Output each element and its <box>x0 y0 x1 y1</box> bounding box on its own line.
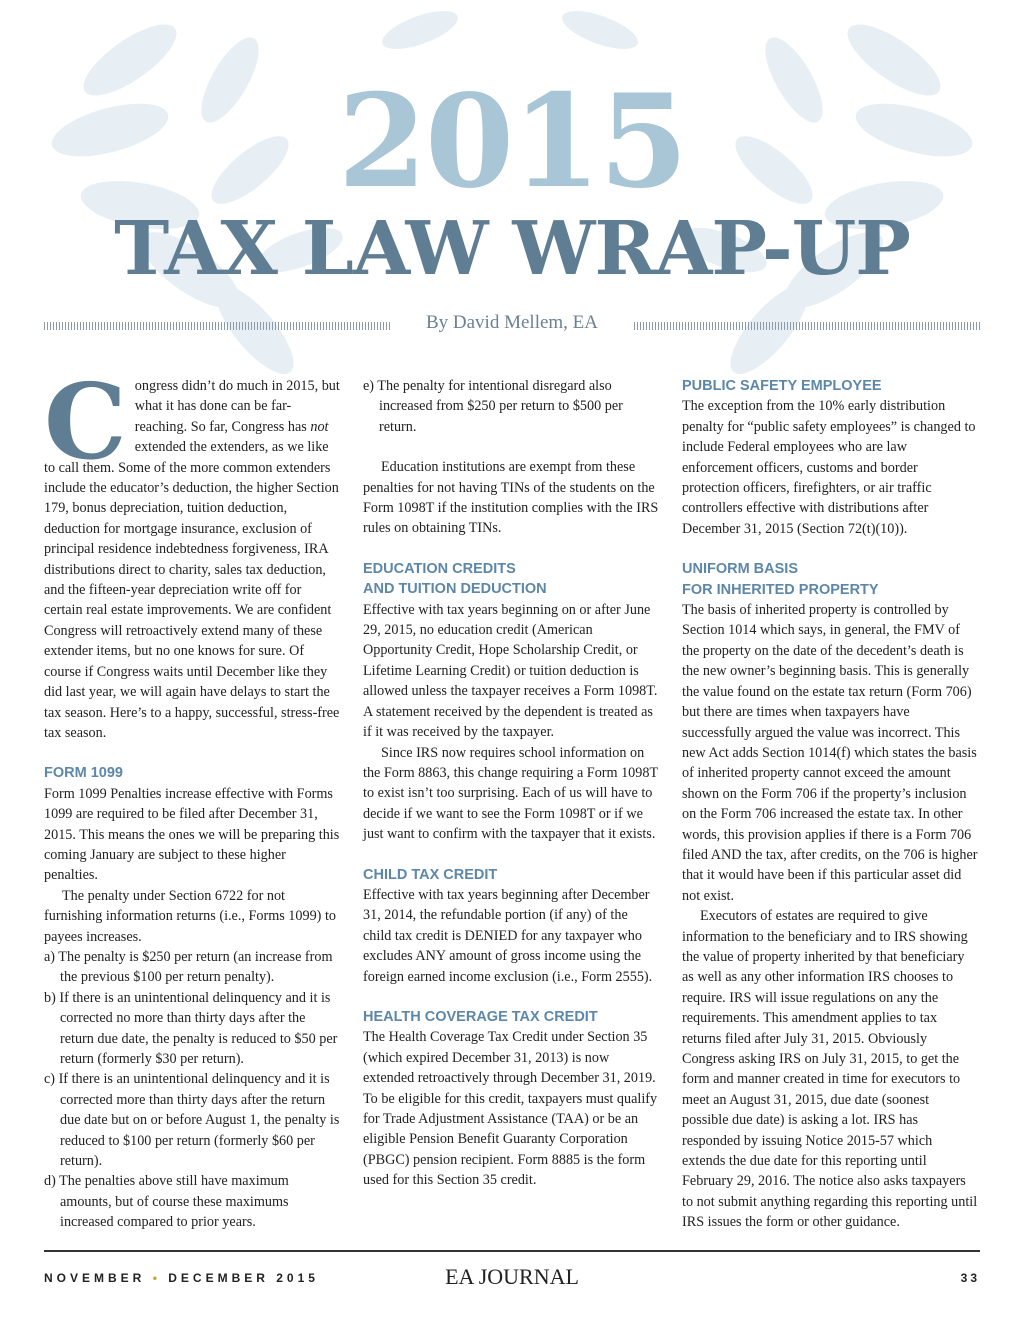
intro-paragraph: Congress didn’t do much in 2015, but what it has done can be far-reaching. So far, Congress has not extended the extenders, as we like to call them. Some of the more common extenders include the educator’s deduction, the higher Section 179, bonus depreciation, tuition deduction, deduction for mortgage insurance, exclusion of principal residence indebtedness forgiveness, IRA distributions direct to charity, sales tax deduction, and the fifteen-year depreciation write off for certain real estate improvements. We are confident Congress will retroactively extend many of these extender items, but no one knows for sure. Of course if Congress waits until December like they did last year, we will again have delays to start the tax season. Here’s to a happy, successful, stress-free tax season. <box>44 360 340 741</box>
section-heading-child-tax-credit: CHILD TAX CREDIT <box>363 866 498 883</box>
paragraph: Education institutions are exempt from these penalties for not having TINs of the students on the Form 1098T if the institution complies with the IRS rules on obtaining TINs. <box>363 459 659 537</box>
byline: By David Mellem, EA <box>425 312 599 333</box>
paragraph: Effective with tax years beginning after December 31, 2014, the refundable portion (if any) of the child tax credit is DENIED for any taxpayer who excludes ANY amount of gross income using the foreign earned income exclusion (i.e., Form 2555). <box>363 886 653 985</box>
paragraph: The penalty under Section 6722 for not furnishing information returns (i.e., Forms 1099) to payees increases. <box>44 887 336 945</box>
bullet-separator: • <box>152 1271 161 1285</box>
drop-cap: C <box>44 360 127 483</box>
section-heading-health-coverage: HEALTH COVERAGE TAX CREDIT <box>363 1008 598 1025</box>
list-item: b) If there is an unintentional delinquency and it is corrected no more than thirty days after the return due date, the penalty is reduced to $50 per return (formerly $30 per return). <box>44 989 338 1067</box>
publication-logo: EA JOURNAL <box>445 1264 579 1289</box>
section-heading-public-safety: PUBLIC SAFETY EMPLOYEE <box>682 378 882 394</box>
list-item: d) The penalties above still have maximum amounts, but of course these maximums increased compared to prior years. <box>44 1173 289 1231</box>
column-1 <box>44 360 340 1233</box>
page-number: 33 <box>960 1271 980 1285</box>
footer-rule <box>44 1250 980 1252</box>
byline-rule-right <box>634 322 980 330</box>
list-item: e) The penalty for intentional disregard also increased from $250 per return to $500 per return. <box>363 378 623 435</box>
paragraph: The Health Coverage Tax Credit under Section 35 (which expired December 31, 2013) is now extended retroactively through December 31, 2019. To be eligible for this credit, taxpayers must qualify for Trade Adjustment Assistance (TAA) or be an eligible Pension Benefit Guaranty Corporation (PBGC) pension recipient. Form 8885 is the form used for this Section 35 credit. <box>363 1029 658 1189</box>
title-year: 2015 <box>337 67 687 217</box>
page-title: TAX LAW WRAP-UP <box>114 206 910 292</box>
list-item: c) If there is an unintentional delinquency and it is corrected more than thirty days after the return due date but on or before August 1, the penalty is reduced to $100 per return (formerly $60 per return). <box>44 1071 340 1170</box>
column-2 <box>363 376 659 1191</box>
section-heading-uniform-basis: UNIFORM BASIS FOR INHERITED PROPERTY <box>682 561 879 598</box>
paragraph: Executors of estates are required to give information to the beneficiary and to IRS showing the value of property inherited by that beneficiary as well as any other information IRS chooses to require. IRS will issue regulations on any the requirements. This amendment applies to tax returns filed after July 31, 2015. Obviously Congress asking IRS on July 31, 2015, to get the form and manner created in time for executors to meet an August 31, 2015, due date (soonest possible due date) is asking a lot. IRS has responded by issuing Notice 2015-57 which extends the due date for this reporting until February 29, 2016. The notice also asks taxpayers to not submit anything regarding this reporting until IRS issues the form or other guidance. <box>682 908 978 1231</box>
paragraph: Form 1099 Penalties increase effective with Forms 1099 are required to be filed after December 31, 2015. This means the ones we will be preparing this coming January are subject to these higher penalties. <box>44 785 340 884</box>
paragraph: The exception from the 10% early distribution penalty for “public safety employees” is changed to include Federal employees who are law enforcement officers, customs and border protection officers, firefighters, or air traffic controllers effective with distributions after December 31, 2015 (Section 72(t)(10)). <box>682 398 976 537</box>
column-3 <box>682 376 978 1233</box>
section-heading-education-credits: EDUCATION CREDITS AND TUITION DEDUCTION <box>363 560 547 598</box>
byline-row <box>44 312 980 340</box>
footer-date: NOVEMBER • DECEMBER 2015 <box>44 1271 319 1285</box>
section-heading-form-1099: FORM 1099 <box>44 765 123 782</box>
list-item: a) The penalty is $250 per return (an increase from the previous $100 per return penalty). <box>44 948 333 986</box>
paragraph: Since IRS now requires school information on the Form 8863, this change requiring a Form 1098T to exist isn’t too surprising. Each of us will have to decide if we want to see the Form 1098T or if we just want to confirm with the taxpayer that it exists. <box>363 744 658 843</box>
paragraph: Effective with tax years beginning on or after June 29, 2015, no education credit (American Opportunity Credit, Hope Scholarship Credit, or Lifetime Learning Credit) or tuition deduction is allowed unless the taxpayer receives a Form 1098T. A statement received by the dependent is treated as if it was received by the taxpayer. <box>363 601 658 741</box>
paragraph: The basis of inherited property is controlled by Section 1014 which says, in general, the FMV of the property on the date of the decedent’s death is the new owner’s beginning basis. This is generally the value found on the estate tax return (Form 706) but there are times when taxpayers have successfully argued the value was incorrect. This new Act adds Section 1014(f) which states the basis of inherited property cannot exceed the amount shown on the Form 706 if the property’s inclusion on the Form 706 increased the estate tax. In other words, this provision applies if there is a Form 706 filed AND the tax, after credits, on the 706 is higher that it would have been if this particular asset did not exist. <box>682 602 978 904</box>
